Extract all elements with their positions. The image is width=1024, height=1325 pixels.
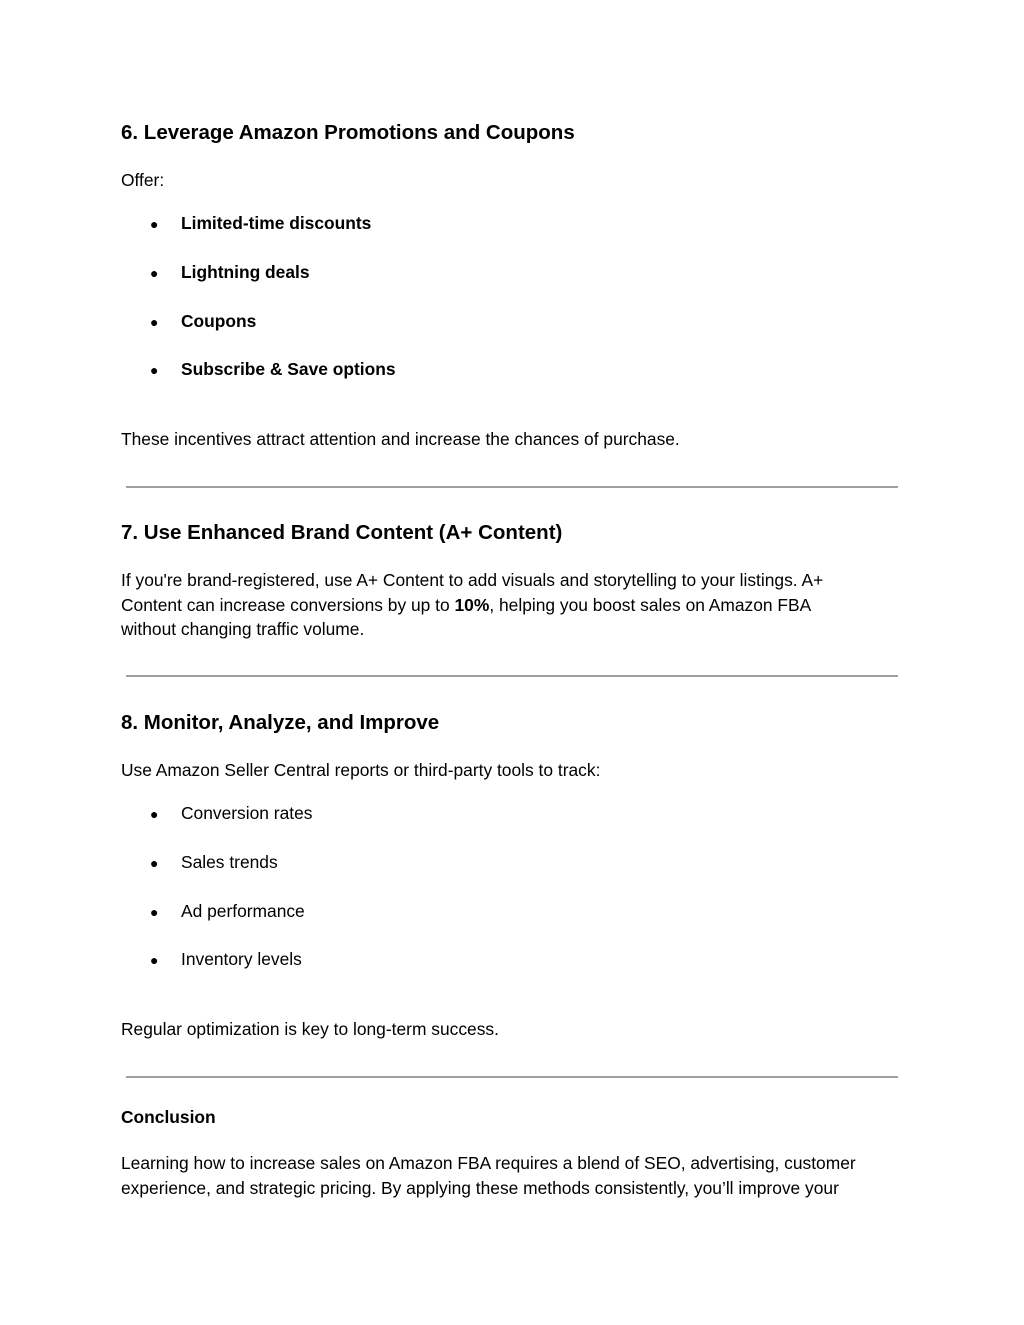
bold-text-run: 10% bbox=[454, 594, 490, 615]
section-6-intro: Offer: bbox=[121, 170, 165, 190]
bullet-icon: ● bbox=[150, 265, 159, 281]
section-6-closing: These incentives attract attention and increase the chances of purchase. bbox=[121, 429, 680, 449]
list-item: Ad performance bbox=[181, 901, 305, 921]
paragraph-line: without changing traffic volume. bbox=[121, 619, 365, 640]
bullet-icon: ● bbox=[150, 904, 159, 920]
section-7-paragraph bbox=[121, 568, 823, 642]
text-run: , helping you boost sales on Amazon FBA bbox=[489, 594, 812, 615]
list-item: Sales trends bbox=[181, 852, 278, 872]
list-item: Lightning deals bbox=[181, 262, 310, 282]
bullet-icon: ● bbox=[150, 216, 159, 232]
bullet-icon: ● bbox=[150, 855, 159, 871]
bullet-icon: ● bbox=[150, 362, 159, 378]
paragraph-line bbox=[121, 593, 823, 618]
paragraph-line: If you're brand-registered, use A+ Content to add visuals and storytelling to your listings. A+ bbox=[121, 570, 824, 590]
bullet-icon: ● bbox=[150, 952, 159, 968]
section-8-heading: 8. Monitor, Analyze, and Improve bbox=[121, 711, 440, 734]
section-7-heading: 7. Use Enhanced Brand Content (A+ Content) bbox=[121, 521, 563, 544]
horizontal-divider bbox=[126, 486, 898, 488]
conclusion-paragraph bbox=[121, 1151, 856, 1200]
section-8-closing: Regular optimization is key to long-term success. bbox=[121, 1019, 499, 1039]
paragraph-line: experience, and strategic pricing. By applying these methods consistently, you’ll improve your bbox=[121, 1177, 839, 1198]
paragraph-line: Learning how to increase sales on Amazon FBA requires a blend of SEO, advertising, customer bbox=[121, 1153, 856, 1173]
conclusion-heading: Conclusion bbox=[121, 1107, 216, 1127]
section-6-heading: 6. Leverage Amazon Promotions and Coupons bbox=[121, 121, 575, 144]
list-item: Subscribe & Save options bbox=[181, 359, 396, 379]
list-item: Conversion rates bbox=[181, 803, 313, 823]
bullet-icon: ● bbox=[150, 314, 159, 330]
list-item: Inventory levels bbox=[181, 949, 302, 969]
list-item: Coupons bbox=[181, 311, 257, 331]
text-run: Content can increase conversions by up to bbox=[121, 594, 455, 615]
horizontal-divider bbox=[126, 675, 898, 677]
list-item: Limited-time discounts bbox=[181, 213, 372, 233]
bullet-icon: ● bbox=[150, 806, 159, 822]
section-8-intro: Use Amazon Seller Central reports or third-party tools to track: bbox=[121, 760, 601, 780]
horizontal-divider bbox=[126, 1076, 898, 1078]
